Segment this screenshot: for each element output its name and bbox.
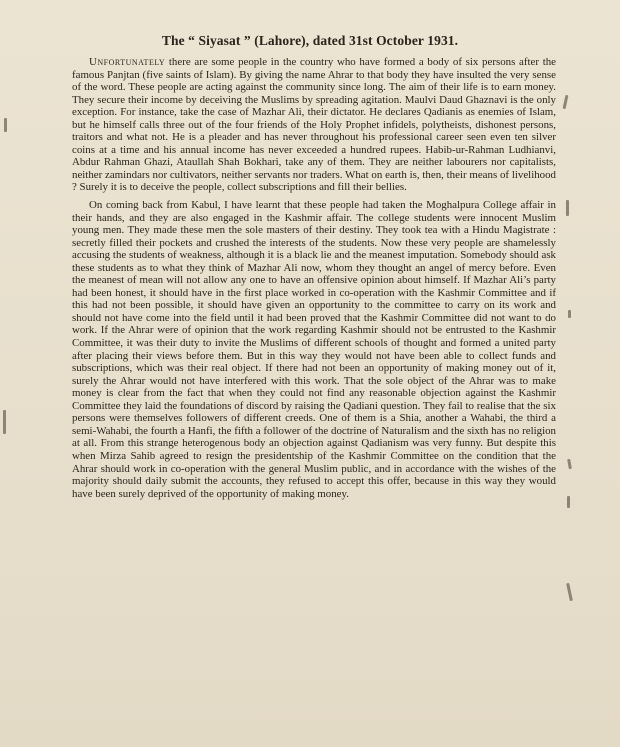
margin-mark <box>563 95 569 109</box>
margin-mark <box>566 200 569 216</box>
margin-mark <box>567 459 572 469</box>
article-body <box>72 56 556 500</box>
paragraph-text: there are some people in the country who have formed a body of six persons after the famous Panjtan (five saints of Islam). By giving the name Ahrar to that body they have insulted the very sense of the word. These people are acting against the community since long. The aim of their life is to earn money. They secure their income by deceiving the Muslims by spreading agitation. Maulvi Daud Ghaznavi is the only exception. For instance, take the case of Mazhar Ali, their dictator. He declares Qadianis as enemies of Islam, but he himself calls three out of the four friends of the Holy Prophet infidels, polytheists, dishonest persons, traitors and what not. He is a pleader and has never throughout his professional career seen even ten silver coins at a time and his annual income has never exceeded a hundred rupees. Habib-ur-Rahman Ludhianvi, Abdur Rahman Ghazi, Ataullah Shah Bokhari, take any of them. They are neither labourers nor capitalists, neither zamindars nor cultivators, neither servants nor traders. What on earth is, then, their means of livelihood ? Surely it is to deceive the people, collect subscriptions and fill their bellies. <box>72 56 556 194</box>
margin-mark <box>566 583 573 601</box>
margin-mark <box>567 496 570 508</box>
margin-mark <box>568 310 571 318</box>
paragraph-text: On coming back from Kabul, I have learnt that these people had taken the Moghalpura College affair in their hands, and they are also engaged in the Kashmir affair. The college students were innocent Muslim young men. They made these men the sole masters of their destiny. They took tea with a Hindu Magistrate : secretly filled their pockets and crushed the interests of the students. Now these very people are shamelessly accusing the students of weakness, although it is a black lie and the meanest imputation. Somebody should ask these students as to what they think of Mazhar Ali now, whom they thought an angel of mercy before. Even the meanest of mean will not allow any one to have an offensive opinion about himself. If Mazhar Ali’s party had been honest, it should have in the first place worked in co-operation with the Kashmir Committee and if this had not been possible, it should have given an opportunity to the committee to carry on its work and should not have come into the field until it had been proved that the Kashmir Committee did not want to do work. If the Ahrar were of opinion that the work regarding Kashmir should not be entrusted to the Kashmir Committee, it was their duty to invite the Muslims of different schools of thought and formed a united party after placing their views before them. But in this way they would not have been able to collect funds and subscriptions, which was their real object. If there had not been an opportunity of making money out of it, surely the Ahrar would not have interfered with this work. That the sole object of the Ahrar was to make money is clear from the fact that when they could not find any reasonable objection against the Kashmir Committee they laid the foundations of discord by raising the Qadiani question. They fail to realise that the six persons were themselves followers of different creeds. One of them is a Shia, another a Wahabi, the third a semi-Wahabi, the fourth a Hanfi, the fifth a follower of the doctrine of Naturalism and the sixth has no religion at all. From this strange heterogenous body an objection against Qadianism was very funny. But despite this when Mirza Sahib agreed to resign the presidentship of the Kashmir Committee on the condition that the Ahrar should work in co-operation with the general Muslim public, and in accordance with the wishes of the majority should daily submit the accounts, they refused to accept this offer, because in this way they would have been surely deprived of the opportunity of making money. <box>72 199 556 500</box>
margin-mark <box>4 118 7 132</box>
page-title: The “ Siyasat ” (Lahore), dated 31st October 1931. <box>161 33 459 48</box>
paragraph-1 <box>72 56 556 194</box>
margin-mark <box>3 410 6 434</box>
lead-word: Unfortunately <box>89 56 166 68</box>
paragraph-2 <box>72 199 556 500</box>
